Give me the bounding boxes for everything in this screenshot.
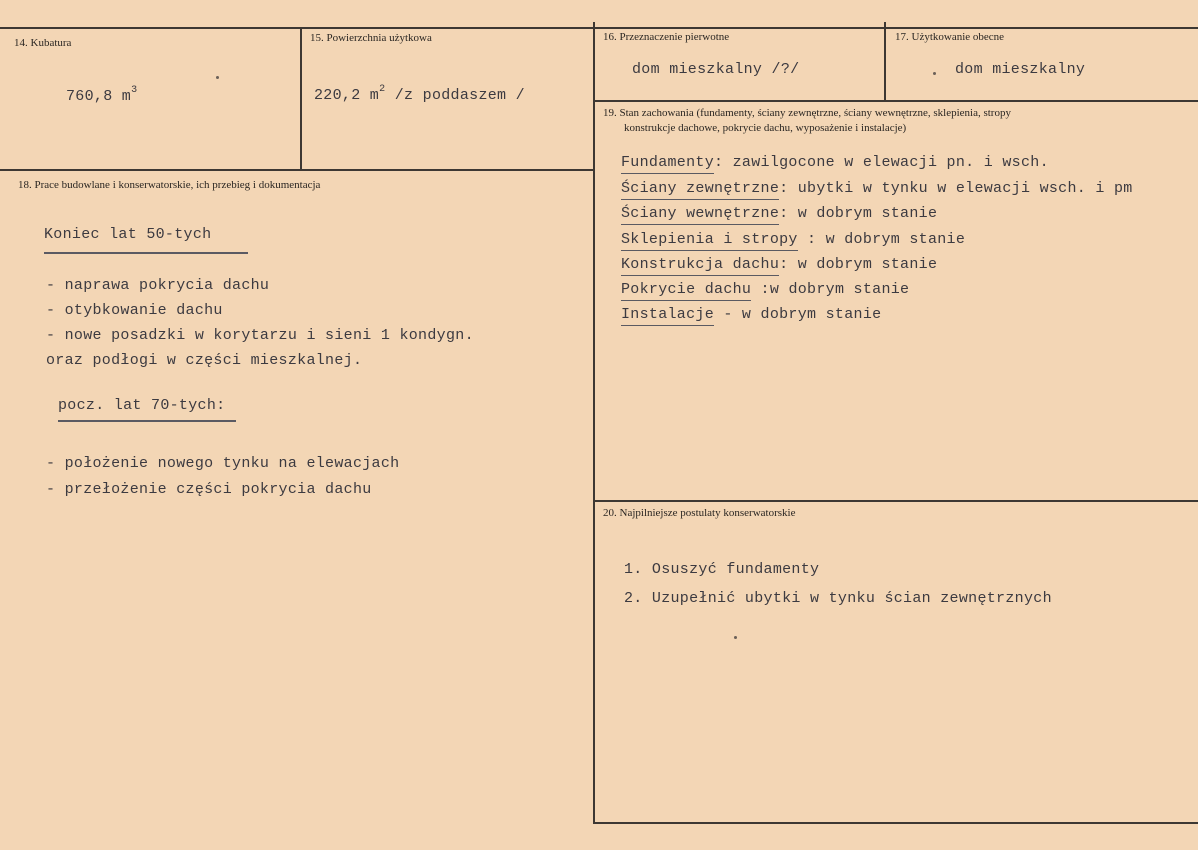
condition-value: : zawilgocone w elewacji pn. i wsch. bbox=[714, 154, 1049, 171]
condition-row-fundamenty bbox=[621, 154, 1049, 172]
field-19-label-line2: konstrukcje dachowe, pokrycie dachu, wyposażenie i instalacje) bbox=[624, 122, 907, 134]
divider-16-17 bbox=[884, 22, 886, 100]
kubatura-exponent: 3 bbox=[131, 85, 138, 96]
condition-row-pokrycie bbox=[621, 281, 909, 299]
field-14-label: 14. Kubatura bbox=[14, 37, 72, 49]
field-16-label: 16. Przeznaczenie pierwotne bbox=[603, 31, 730, 43]
kubatura-number: 760,8 m bbox=[66, 88, 132, 105]
condition-key: Pokrycie dachu bbox=[621, 281, 751, 301]
paper-speck bbox=[734, 636, 737, 639]
heading-50s-underline bbox=[44, 252, 248, 254]
work-item-1: - naprawa pokrycia dachu bbox=[46, 277, 270, 294]
area-number: 220,2 m bbox=[314, 87, 380, 104]
field-19-label-line1: 19. Stan zachowania (fundamenty, ściany zewnętrzne, ściany wewnętrzne, sklepienia, stropy bbox=[603, 107, 1011, 119]
work-item-3-cont: oraz podłogi w części mieszkalnej. bbox=[46, 352, 363, 369]
rule-under-14-15 bbox=[0, 169, 593, 171]
condition-row-instalacje bbox=[621, 306, 881, 324]
area-exponent: 2 bbox=[379, 84, 386, 95]
condition-row-sciany-wewn bbox=[621, 205, 937, 223]
condition-key: Fundamenty bbox=[621, 154, 714, 174]
condition-value: : w dobrym stanie bbox=[779, 205, 938, 222]
rule-under-16-17 bbox=[593, 100, 1198, 102]
paper-speck bbox=[216, 76, 219, 79]
condition-row-konstrukcja bbox=[621, 256, 937, 274]
postulate-1: 1. Osuszyć fundamenty bbox=[624, 561, 820, 578]
field-20-label: 20. Najpilniejsze postulaty konserwatorskie bbox=[603, 507, 796, 519]
condition-row-sklepienia bbox=[621, 231, 965, 249]
field-16-value: dom mieszkalny /?/ bbox=[632, 61, 800, 78]
field-17-label: 17. Użytkowanie obecne bbox=[895, 31, 1005, 43]
condition-value: : ubytki w tynku w elewacji wsch. i pm bbox=[779, 180, 1133, 197]
field-15-value bbox=[314, 84, 525, 105]
work-item-2: - otybkowanie dachu bbox=[46, 302, 223, 319]
condition-key: Instalacje bbox=[621, 306, 714, 326]
condition-value: : w dobrym stanie bbox=[779, 256, 938, 273]
postulate-2: 2. Uzupełnić ubytki w tynku ścian zewnętrznych bbox=[624, 590, 1052, 607]
work-item-4: - położenie nowego tynku na elewacjach bbox=[46, 455, 400, 472]
divider-14-15 bbox=[300, 27, 302, 169]
field-17-value: dom mieszkalny bbox=[955, 61, 1086, 78]
rule-under-19 bbox=[593, 500, 1198, 502]
condition-key: Konstrukcja dachu bbox=[621, 256, 779, 276]
condition-key: Ściany wewnętrzne bbox=[621, 205, 779, 225]
area-suffix: /z poddaszem / bbox=[385, 87, 525, 104]
top-rule bbox=[0, 27, 1198, 29]
center-divider bbox=[593, 22, 595, 822]
condition-row-sciany-zewn bbox=[621, 180, 1133, 198]
field-15-label: 15. Powierzchnia użytkowa bbox=[310, 32, 432, 44]
section-heading-70s: pocz. lat 70-tych: bbox=[58, 397, 226, 414]
paper-speck bbox=[933, 72, 936, 75]
work-item-3: - nowe posadzki w korytarzu i sieni 1 kondygn. bbox=[46, 327, 474, 344]
bottom-rule bbox=[593, 822, 1198, 824]
section-heading-50s: Koniec lat 50-tych bbox=[44, 226, 212, 243]
field-14-value bbox=[66, 85, 138, 106]
work-item-5: - przełożenie części pokrycia dachu bbox=[46, 481, 372, 498]
field-18-label: 18. Prace budowlane i konserwatorskie, ich przebieg i dokumentacja bbox=[18, 179, 321, 191]
condition-value: : w dobrym stanie bbox=[797, 231, 966, 248]
condition-value: - w dobrym stanie bbox=[714, 306, 882, 323]
condition-key: Ściany zewnętrzne bbox=[621, 180, 779, 200]
heading-70s-underline bbox=[58, 420, 236, 422]
condition-value: :w dobrym stanie bbox=[751, 281, 910, 298]
condition-key: Sklepienia i stropy bbox=[621, 231, 798, 251]
